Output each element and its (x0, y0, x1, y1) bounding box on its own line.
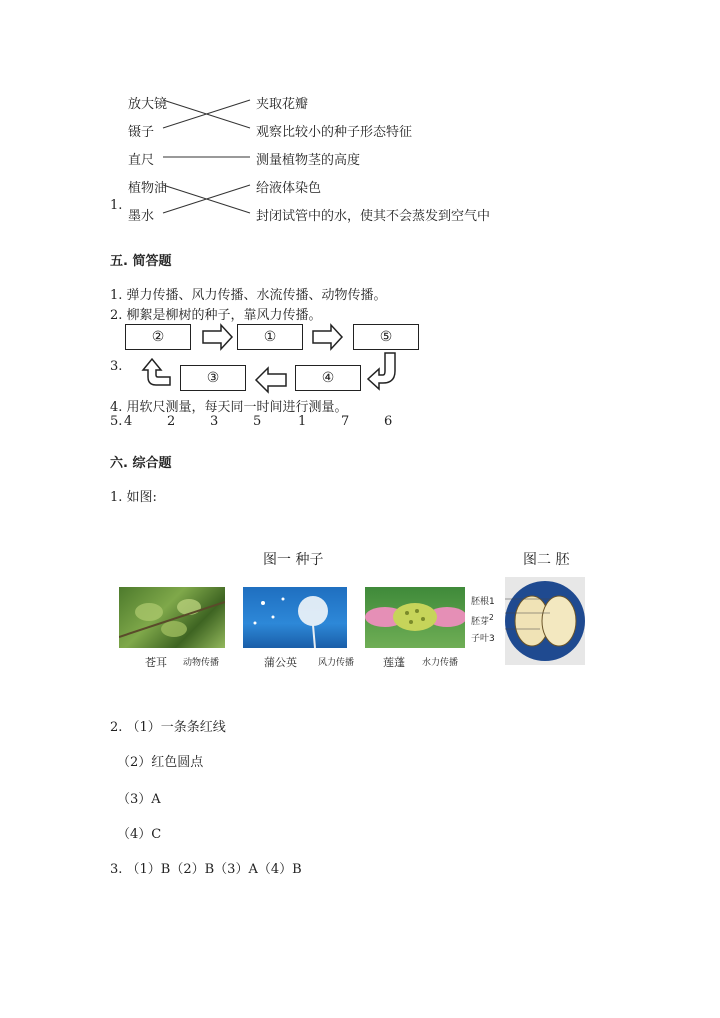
match-left-1: 放大镜 (128, 97, 168, 112)
flow-box-3: ⑤ (353, 324, 419, 350)
match-right-1: 夹取花瓣 (256, 97, 309, 112)
figure-title-embryo: 图二 胚 (523, 552, 570, 568)
embryo-label-cotyledon: 子叶3 (471, 634, 495, 644)
answer-5-5-num: 7 (341, 414, 350, 429)
answer-5-5-num: 5 (253, 414, 262, 429)
match-left-3: 直尺 (128, 153, 155, 168)
photo-lotus-pod (365, 587, 465, 648)
answer-5-5-num: 6 (384, 414, 393, 429)
answer-5-5-num: 4 (124, 414, 133, 429)
flow-box-4: ④ (295, 365, 361, 391)
answer-5-5-num: 1 (298, 414, 307, 429)
flow-box-1: ② (125, 324, 191, 350)
answer-6-2-2: （2）红色圆点 (117, 755, 204, 770)
caption-cocklebur: 苍耳 (145, 656, 167, 669)
photo-dandelion (243, 587, 347, 648)
match-left-2: 镊子 (128, 125, 155, 140)
embryo-label-radicle: 胚根1 (471, 597, 495, 607)
section6-heading: 六. 综合题 (110, 456, 172, 471)
photo-embryo (505, 577, 585, 665)
figure-title-seeds: 图一 种子 (263, 552, 324, 568)
answer-6-2-3: （3）A (117, 792, 161, 807)
match-right-3: 测量植物茎的高度 (256, 153, 361, 168)
match-number: 1. (110, 198, 123, 213)
answer-6-1: 1. 如图: (110, 490, 157, 505)
answer-6-2-1: 2. （1）一条条红线 (110, 720, 226, 735)
answer-5-5-num: 2 (167, 414, 176, 429)
caption-cocklebur-method: 动物传播 (183, 658, 220, 668)
answer-5-4: 4. 用软尺测量，每天同一时间进行测量。 (110, 400, 348, 415)
match-left-4: 植物油 (128, 181, 168, 196)
flow-box-5: ③ (180, 365, 246, 391)
answer-5-5-num: 3 (210, 414, 219, 429)
caption-dandelion-method: 风力传播 (318, 658, 355, 668)
answer-5-3-label: 3. (110, 359, 123, 374)
answer-5-5-label: 5. (110, 414, 123, 429)
answer-6-2-4: （4）C (117, 827, 162, 842)
match-right-5: 封闭试管中的水，使其不会蒸发到空气中 (256, 209, 491, 224)
answer-6-3: 3. （1）B（2）B（3）A（4）B (110, 862, 302, 877)
section5-heading: 五. 简答题 (110, 254, 172, 269)
match-right-4: 给液体染色 (256, 181, 322, 196)
match-left-5: 墨水 (128, 209, 155, 224)
caption-dandelion: 蒲公英 (264, 656, 297, 669)
flow-arrows (0, 315, 720, 405)
answer-5-2: 2. 柳絮是柳树的种子，靠风力传播。 (110, 308, 322, 323)
embryo-label-plumule: 胚芽$^2$ (471, 613, 494, 627)
match-right-2: 观察比较小的种子形态特征 (256, 125, 413, 140)
caption-lotus-pod-method: 水力传播 (422, 658, 459, 668)
caption-lotus-pod: 莲蓬 (383, 656, 405, 669)
flow-box-2: ① (237, 324, 303, 350)
match-lines (0, 0, 720, 240)
photo-cocklebur (119, 587, 225, 648)
answer-5-1: 1. 弹力传播、风力传播、水流传播、动物传播。 (110, 288, 387, 303)
